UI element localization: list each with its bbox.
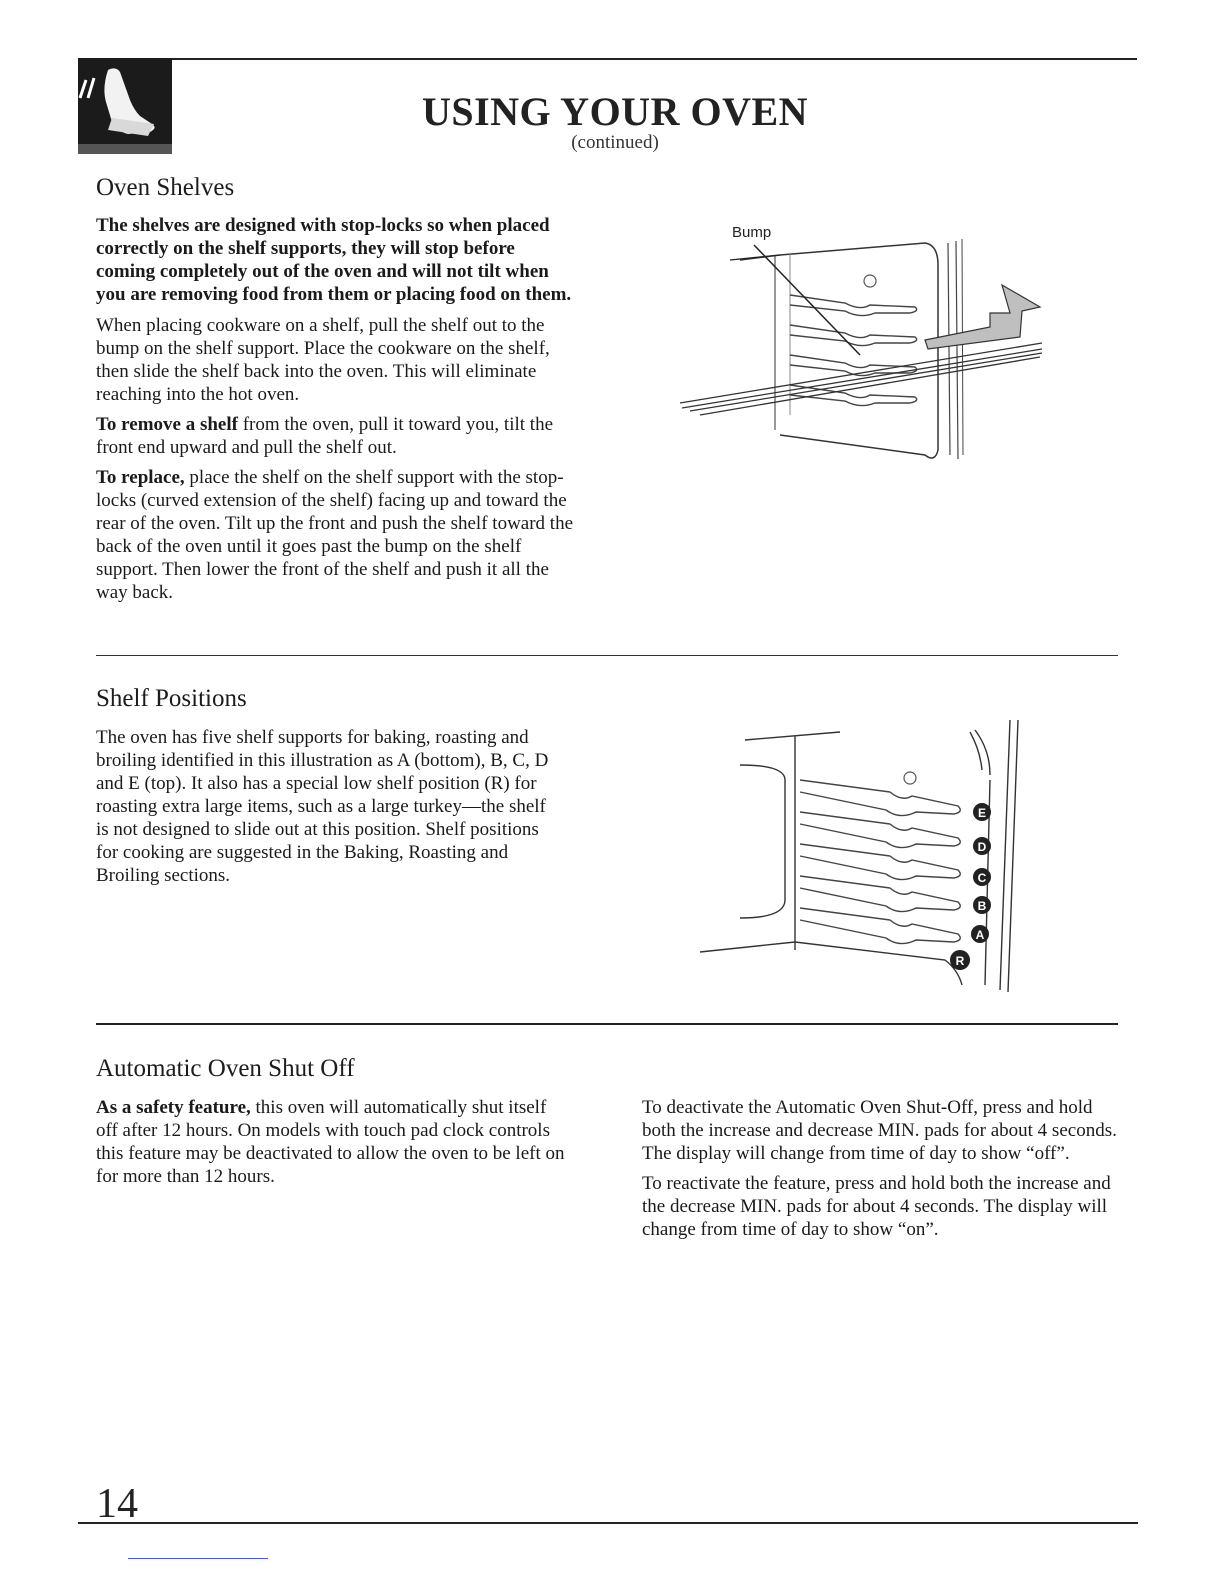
- remove-shelf-text: from the oven, pull it toward you, tilt the front end upward and pull the shelf out.: [96, 414, 553, 458]
- replace-shelf-lead: To replace,: [96, 467, 185, 488]
- oven-shelves-heading: Oven Shelves: [96, 174, 235, 201]
- replace-shelf-text: place the shelf on the shelf support with the stop-locks (curved extension of the shelf) facing up and toward the rear of the oven. Tilt up the front and push the shelf toward the back of the oven until it goes past the bump on the shelf support. Then lower the front of the shelf and push it all the way back.: [96, 467, 574, 603]
- shelf-positions-heading: Shelf Positions: [96, 685, 247, 712]
- oven-hand-icon: [78, 58, 172, 154]
- shelf-positions-illustration: [690, 720, 1030, 995]
- section-divider-2: [96, 1023, 1118, 1025]
- reactivate-paragraph: To reactivate the feature, press and hold both the increase and the decrease MIN. pads for about 4 seconds. The display will change from time of day to show “on”.: [642, 1173, 1111, 1240]
- replace-shelf-paragraph: [96, 466, 576, 604]
- shelf-position-r-label: R: [955, 954, 965, 968]
- oven-shelves-intro: The shelves are designed with stop-locks so when placed correctly on the shelf supports, they will stop before coming completely out of the oven and will not tilt when you are removing food from them or placing food on them.: [96, 215, 572, 305]
- shelf-position-e-label: E: [977, 806, 987, 820]
- shelf-position-d-label: D: [977, 840, 987, 854]
- shelf-position-a-label: A: [975, 928, 985, 942]
- bottom-rule: [78, 1522, 1138, 1524]
- shelf-bump-illustration: [670, 215, 1050, 465]
- safety-feature-lead: As a safety feature,: [96, 1097, 251, 1118]
- auto-shutoff-heading: Automatic Oven Shut Off: [96, 1055, 355, 1082]
- shelf-position-c-label: C: [977, 871, 987, 885]
- section-divider-1: [96, 655, 1118, 656]
- shelf-positions-text: [96, 726, 551, 894]
- bump-label: Bump: [732, 224, 772, 241]
- remove-shelf-lead: To remove a shelf: [96, 414, 238, 435]
- page-subtitle: (continued): [571, 132, 659, 153]
- deactivate-paragraph: To deactivate the Automatic Oven Shut-Off, press and hold both the increase and decrease MIN. pads for about 4 seconds. The display will change from time of day to show “off”.: [642, 1097, 1117, 1164]
- top-rule: [172, 58, 1137, 60]
- shelf-positions-paragraph: The oven has five shelf supports for baking, roasting and broiling identified in this illustration as A (bottom), B, C, D and E (top). It also has a special low shelf position (R) for roasting extra large items, such as a large turkey—the shelf is not designed to slide out at this position. Shelf positions for cooking are suggested in the Baking, Roasting and Broiling sections.: [96, 727, 549, 886]
- page-number: 14: [96, 1481, 138, 1527]
- auto-shutoff-right-column: [642, 1096, 1120, 1248]
- page-title: USING YOUR OVEN: [421, 89, 809, 134]
- oven-shelves-text: [96, 214, 576, 611]
- shelf-position-b-label: B: [977, 899, 987, 913]
- auto-shutoff-left-paragraph: [96, 1096, 571, 1188]
- oven-shelves-para1: When placing cookware on a shelf, pull the shelf out to the bump on the shelf support. Place the cookware on the shelf, then slide the shelf back into the oven. This will eliminate reaching into the hot oven.: [96, 315, 550, 405]
- shelf-position-markers: [950, 803, 991, 970]
- footer-link-underline: [128, 1558, 268, 1559]
- auto-shutoff-left-column: [96, 1096, 571, 1195]
- remove-shelf-paragraph: [96, 413, 576, 459]
- safety-feature-text: this oven will automatically shut itself off after 12 hours. On models with touch pad clock controls this feature may be deactivated to allow the oven to be left on for more than 12 hours.: [96, 1097, 565, 1187]
